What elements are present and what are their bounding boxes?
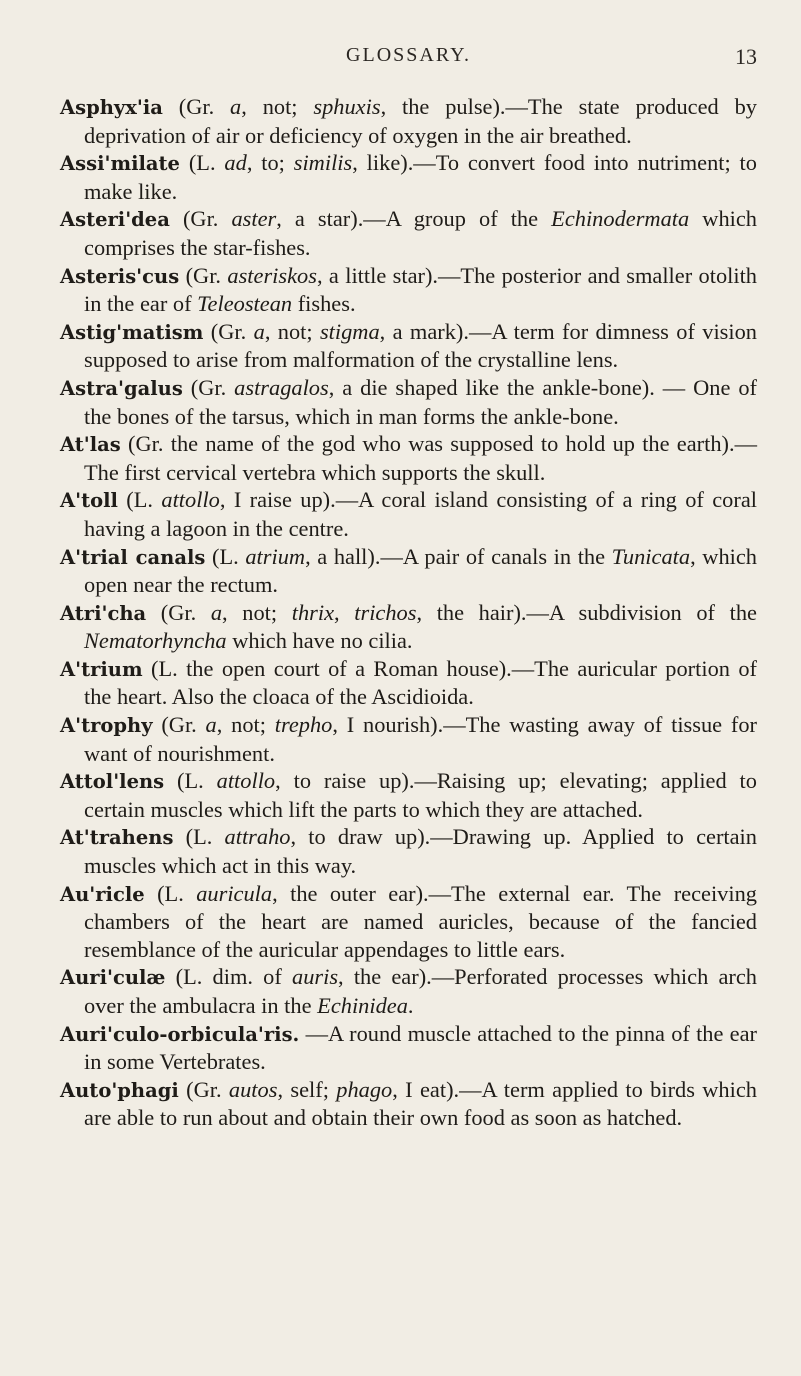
- entry-italic-term: asteriskos: [227, 262, 317, 288]
- entry-italic-term: sphuxis: [313, 94, 381, 119]
- entry-headword: A'toll: [60, 489, 118, 513]
- entry-definition-text: , a die shaped like the ankle-bone). — One of the bones of the tarsus, which in man forms the ankle-bone.: [84, 374, 757, 429]
- glossary-entry: [60, 963, 757, 1019]
- entry-headword: A'trium: [60, 657, 143, 681]
- entry-definition-text: (Gr.: [178, 94, 231, 119]
- entry-definition-text: , not;: [264, 318, 320, 344]
- glossary-entry: [60, 374, 757, 430]
- glossary-entry: [60, 655, 757, 711]
- entry-definition-text: , I raise up).—A coral island consisting of a ring of coral having a lagoon in the centre.: [84, 487, 757, 541]
- entry-italic-term: ad: [224, 150, 247, 176]
- entry-definition-text: , a hall).—A pair of canals in the: [305, 543, 612, 569]
- entry-italic-term: trepho: [274, 712, 333, 738]
- entry-headword: Astig'matism: [60, 320, 204, 344]
- entry-definition-text: .: [407, 993, 414, 1018]
- entry-italic-term: attraho: [224, 824, 291, 850]
- entry-italic-term: thrix: [291, 599, 335, 625]
- glossary-entry: [60, 767, 757, 823]
- entry-definition-text: (Gr.: [185, 262, 228, 288]
- entry-definition-text: (L.: [157, 880, 197, 906]
- entry-definition-text: , to;: [246, 150, 294, 176]
- entry-definition-text: (Gr.: [160, 599, 211, 625]
- entry-headword: Astra'galus: [60, 376, 183, 400]
- glossary-entry: [60, 880, 757, 964]
- entry-italic-term: similis: [293, 150, 353, 176]
- entry-headword: Assi'milate: [60, 152, 180, 176]
- glossary-entry: [60, 430, 757, 486]
- glossary-entry: [60, 599, 757, 655]
- page-number: 13: [735, 44, 757, 69]
- entry-italic-term: Echinodermata: [551, 206, 690, 232]
- entry-definition-text: , a mark).—A term for dimness of vision supposed to arise from malformation of the crystalline lens.: [84, 318, 757, 373]
- entry-italic-term: attollo: [216, 768, 276, 794]
- entry-headword: A'trial canals: [60, 545, 206, 569]
- entry-definition-text: , a star).—A group of the: [276, 206, 552, 232]
- glossary-entry: [60, 1020, 757, 1076]
- entry-headword: Auri'culæ: [60, 966, 166, 990]
- glossary-entry: [60, 823, 757, 879]
- entry-definition-text: (Gr.: [190, 374, 235, 400]
- entry-headword: At'trahens: [60, 826, 174, 850]
- entry-italic-term: atrium: [245, 543, 306, 569]
- glossary-entry: [60, 205, 757, 261]
- entry-headword: Au'ricle: [60, 882, 145, 906]
- entry-italic-term: attollo: [161, 487, 220, 513]
- entry-definition-text: (L.: [188, 150, 225, 176]
- running-title: GLOSSARY.: [346, 44, 471, 66]
- entry-italic-term: a: [205, 712, 217, 738]
- entry-italic-term: Echinidea: [317, 993, 408, 1018]
- entry-headword: Atri'cha: [60, 601, 147, 625]
- entry-definition-text: , to draw up).—Drawing up. Applied to certain muscles which act in this way.: [84, 824, 757, 879]
- glossary-entries: [60, 93, 757, 1132]
- entry-definition-text: (Gr.: [186, 1076, 229, 1102]
- entry-headword: Asteri'dea: [60, 208, 170, 232]
- entry-definition-text: , not;: [216, 712, 275, 738]
- entry-definition-text: (L. dim. of: [175, 964, 292, 990]
- entry-definition-text: —A round muscle attached to the pinna of the ear in some Vertebrates.: [84, 1020, 757, 1075]
- glossary-entry: [60, 711, 757, 767]
- entry-definition-text: , to raise up).—Raising up; elevating; applied to certain muscles which lift the parts to which they are attached.: [84, 768, 757, 822]
- entry-definition-text: (L.: [126, 487, 162, 513]
- entry-definition-text: , the hair).—A subdivision of the: [416, 599, 757, 625]
- entry-italic-term: autos: [228, 1076, 278, 1102]
- running-head: [60, 44, 757, 74]
- glossary-entry: [60, 149, 757, 205]
- entry-definition-text: , I nourish).—The wasting away of tissue for want of nourishment.: [84, 712, 757, 766]
- entry-italic-term: stigma: [319, 318, 380, 344]
- entry-definition-text: , the pulse).—The state produced by deprivation of air or deficiency of oxygen in the air breathed.: [84, 94, 757, 148]
- entry-italic-term: auris: [292, 964, 339, 990]
- entry-italic-term: astragalos: [234, 374, 329, 400]
- entry-italic-term: a: [210, 599, 223, 625]
- entry-italic-term: aster: [231, 206, 277, 232]
- entry-definition-text: which comprises the star-fishes.: [84, 206, 757, 260]
- entry-definition-text: (L.: [177, 768, 217, 794]
- entry-definition-text: (Gr.: [161, 712, 206, 738]
- entry-definition-text: , not;: [222, 599, 292, 625]
- entry-headword: At'las: [60, 433, 121, 457]
- entry-definition-text: ,: [334, 599, 355, 625]
- entry-headword: A'trophy: [60, 714, 153, 738]
- entry-definition-text: (Gr.: [210, 318, 254, 344]
- entry-definition-text: (L. the open court of a Roman house).—The auricular portion of the heart. Also the cloaca of the Ascidioida.: [84, 655, 757, 710]
- entry-italic-term: auricula: [196, 880, 273, 906]
- entry-italic-term: trichos: [354, 599, 417, 625]
- glossary-entry: [60, 486, 757, 542]
- entry-italic-term: Teleostean: [197, 291, 293, 317]
- entry-definition-text: which have no cilia.: [226, 628, 413, 654]
- entry-headword: Auto'phagi: [60, 1078, 179, 1102]
- entry-italic-term: Tunicata: [611, 543, 691, 569]
- entry-definition-text: , I eat).—A term applied to birds which are able to run about and obtain their own food as soon as hatched.: [84, 1076, 757, 1131]
- entry-headword: Attol'lens: [60, 770, 165, 794]
- entry-definition-text: (L.: [211, 543, 246, 569]
- entry-headword: Auri'culo-orbicula'ris.: [60, 1022, 300, 1046]
- glossary-entry: [60, 1076, 757, 1132]
- entry-headword: Asphyx'ia: [60, 96, 163, 119]
- glossary-entry: [60, 93, 757, 149]
- entry-italic-term: phago: [336, 1076, 393, 1102]
- entry-definition-text: , like).—To convert food into nutriment; to make like.: [84, 150, 757, 204]
- glossary-entry: [60, 543, 757, 599]
- entry-definition-text: , the outer ear).—The external ear. The receiving chambers of the heart are named auricles, because of the fancied resemblance of the auricular appendages to little ears.: [84, 880, 757, 962]
- entry-italic-term: a: [253, 318, 265, 344]
- entry-definition-text: , a little star).—The posterior and smaller otolith in the ear of: [84, 262, 758, 317]
- entry-definition-text: (Gr.: [182, 206, 232, 232]
- glossary-entry: [60, 318, 757, 374]
- entry-definition-text: , not;: [241, 94, 314, 119]
- entry-definition-text: fishes.: [292, 291, 356, 317]
- entry-definition-text: (Gr. the name of the god who was supposed to hold up the earth).—The first cervical vertebra which supports the skull.: [84, 431, 757, 485]
- glossary-entry: [60, 262, 757, 318]
- entry-italic-term: a: [230, 94, 242, 119]
- entry-definition-text: , which open near the rectum.: [84, 543, 757, 598]
- entry-headword: Asteris'cus: [60, 264, 180, 288]
- entry-definition-text: , the ear).—Perforated processes which arch over the ambulacra in the: [84, 964, 757, 1018]
- entry-definition-text: , self;: [277, 1076, 337, 1102]
- entry-definition-text: (L.: [185, 824, 225, 850]
- entry-italic-term: Nematorhyncha: [84, 628, 227, 654]
